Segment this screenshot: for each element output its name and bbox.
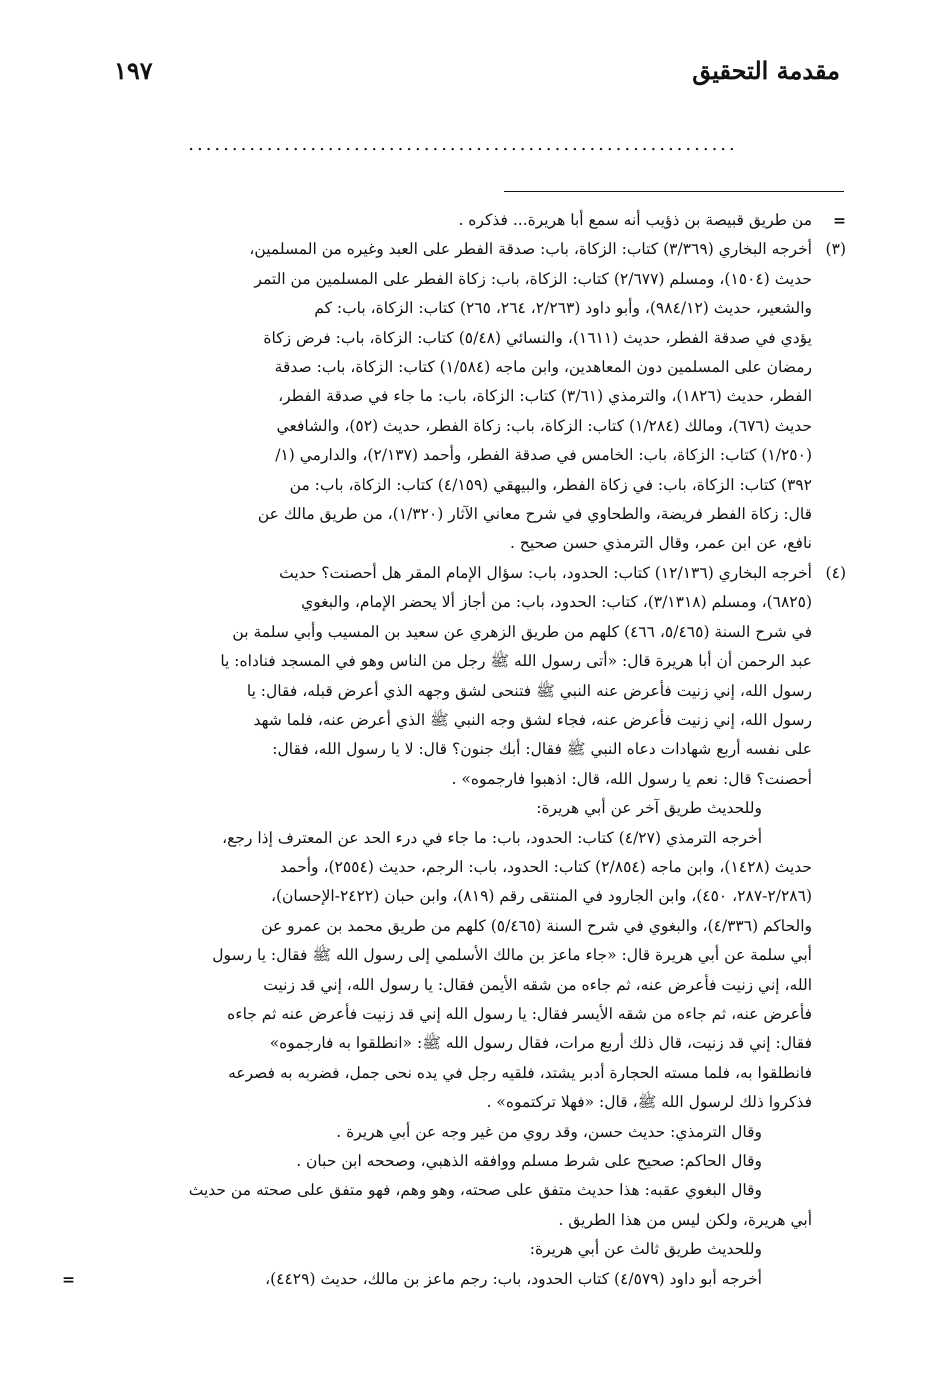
carryover-note <box>98 206 846 235</box>
text-line: والشعير، حديث (٩٨٤/١٢)، وأبو داود (٢/٢٦٣، ٢٦٤، ٢٦٥) كتاب: الزكاة، باب: كم <box>314 299 812 318</box>
separator-dots: ............................................................... <box>188 134 738 155</box>
text-line: وقال الحاكم: صحيح على شرط مسلم ووافقه الذهبي، وصححه ابن حبان . <box>296 1152 762 1170</box>
text-line: وقال البغوي عقبه: هذا حديث متفق على صحته، وهو وهم، فهو متفق على صحته من حديث <box>188 1181 762 1200</box>
text-line: حديث (١٥٠٤)، ومسلم (٢/٦٧٧) كتاب: الزكاة، باب: زكاة الفطر على المسلمين من التمر <box>254 269 812 288</box>
text-line: في شرح السنة (٥/٤٦٥، ٤٦٦) كلهم من طريق الزهري عن سعيد بن المسيب وأبي سلمة بن <box>232 622 812 641</box>
text-line: رسول الله، إني زنيت فأعرض عنه، فجاء لشق وجه النبي ﷺ الذي أعرض عنه، فلما شهد <box>253 710 812 729</box>
continuation-mark: = <box>62 1269 75 1289</box>
text-line: أحصنت؟ قال: نعم يا رسول الله، قال: اذهبوا فارجموه» . <box>451 769 812 788</box>
text-line-last <box>62 1265 812 1294</box>
text-line: أخرجه البخاري (١٢/١٣٦) كتاب: الحدود، باب: سؤال الإمام المقر هل أحصنت؟ حديث <box>279 563 812 582</box>
text-line: الفطر، حديث (١٨٢٦)، والترمذي (٣/٦١) كتاب: الزكاة، باب: ما جاء في صدقة الفطر، <box>278 387 812 406</box>
text-line: فأعرض عنه، ثم جاءه من شقه الأيسر فقال: يا رسول الله إني قد زنيت فأعرض عنه ثم جاءه <box>227 1004 812 1023</box>
text-line: (١/٢٥٠) كتاب: الزكاة، باب: الخامس في صدقة الفطر، وأحمد (٢/١٣٧)، والدارمي (١/ <box>275 446 812 465</box>
text-line: الله، إني زنيت فأعرض عنه، ثم جاءه من شقه الأيمن فقال: يا رسول الله، إني قد زنيت <box>263 975 812 994</box>
text-line: أخرجه أبو داود (٤/٥٧٩) كتاب الحدود، باب: رجم ماعز بن مالك، حديث (٤٤٢٩)، <box>265 1269 762 1288</box>
text-line: حديث (١٤٢٨)، وابن ماجه (٢/٨٥٤) كتاب: الحدود، باب: الرجم، حديث (٢٥٥٤)، وأحمد <box>280 857 812 876</box>
text-line: (٦٨٢٥)، ومسلم (٣/١٣١٨)، كتاب: الحدود، باب: من أجاز ألا يحضر الإمام، والبغوي <box>301 593 812 612</box>
footnote-number: (٤) <box>825 563 846 582</box>
page-number: ١٩٧ <box>114 56 153 85</box>
text-line: وقال الترمذي: حديث حسن، وقد روي من غير وجه عن أبي هريرة . <box>336 1122 762 1141</box>
text-line: نافع، عن ابن عمر، وقال الترمذي حسن صحيح . <box>509 534 812 553</box>
text-line: (٢/٢٨٦-٢٨٧، ٤٥٠)، وابن الجارود في المنتقى رقم (٨١٩)، وابن حبان (٢٤٢٢-الإحسان)، <box>271 887 812 906</box>
text-line: فذكروا ذلك لرسول الله ﷺ، قال: «فهلا تركتموه» . <box>486 1093 812 1112</box>
text-line: أبي سلمة عن أبي هريرة قال: «جاء ماعز بن مالك الأسلمي إلى رسول الله ﷺ فقال: يا رسول <box>212 946 812 965</box>
text-line: فقال: إني قد زنيت، قال ذلك أربع مرات، فقال رسول الله ﷺ: «انطلقوا به فارجموه» <box>269 1034 812 1053</box>
text-line: رمضان على المسلمين دون المعاهدين، وابن ماجه (١/٥٨٤) كتاب: الزكاة، باب: صدقة <box>274 358 812 377</box>
running-title: مقدمة التحقيق <box>692 56 840 85</box>
footnote-4 <box>62 559 846 1294</box>
page-header <box>100 56 840 102</box>
text-line: ٣٩٢) كتاب: الزكاة، باب: في زكاة الفطر، والبيهقي (٤/١٥٩) كتاب: الزكاة، باب: من <box>289 475 812 494</box>
footnote-number: (٣) <box>825 240 846 259</box>
text-line: والحاكم (٤/٣٣٦)، والبغوي في شرح السنة (٥/٤٦٥) كلهم من طريق محمد بن عمرو عن <box>261 916 812 935</box>
text-line: أخرجه البخاري (٣/٣٦٩) كتاب: الزكاة، باب: صدقة الفطر على العبد وغيره من المسلمين، <box>249 240 812 259</box>
text-line: وللحديث طريق ثالث عن أبي هريرة: <box>529 1240 762 1259</box>
text-line: حديث (٦٧٦)، ومالك (١/٢٨٤) كتاب: الزكاة، باب: زكاة الفطر، حديث (٥٢)، والشافعي <box>276 416 812 435</box>
text-line: أبي هريرة، ولكن ليس من هذا الطريق . <box>558 1210 812 1229</box>
text-line: فانطلقوا به، فلما مسته الحجارة أدبر يشتد، فلقيه رجل في يده نحى جمل، فضربه به فصرعه <box>228 1063 812 1082</box>
footnote-3 <box>98 235 846 558</box>
text-line: عبد الرحمن أن أبا هريرة قال: «أتى رسول الله ﷺ رجل من الناس وهو في المسجد فناداه: يا <box>220 652 812 671</box>
text-line: من طريق قبيصة بن ذؤيب أنه سمع أبا هريرة... فذكره . <box>458 211 812 229</box>
continuation-mark: = <box>833 211 846 230</box>
text-line: رسول الله، إني زنيت فأعرض عنه النبي ﷺ فتنحى لشق وجهه الذي أعرض قبله، فقال: يا <box>246 681 812 700</box>
text-line: على نفسه أربع شهادات دعاه النبي ﷺ فقال: أبك جنون؟ قال: لا يا رسول الله، فقال: <box>272 740 812 759</box>
footnotes <box>62 206 846 1294</box>
text-line: قال: زكاة الفطر فريضة، والطحاوي في شرح معاني الآثار (١/٣٢٠)، من طريق مالك عن <box>257 505 812 524</box>
text-line: أخرجه الترمذي (٤/٢٧) كتاب: الحدود، باب: ما جاء في درء الحد عن المعترف إذا رجع، <box>222 828 762 847</box>
text-line: وللحديث طريق آخر عن أبي هريرة: <box>536 799 762 818</box>
footnote-rule <box>504 191 844 192</box>
text-line: يؤدي في صدقة الفطر، حديث (١٦١١)، والنسائي (٥/٤٨) كتاب: الزكاة، باب: فرض زكاة <box>263 328 812 347</box>
